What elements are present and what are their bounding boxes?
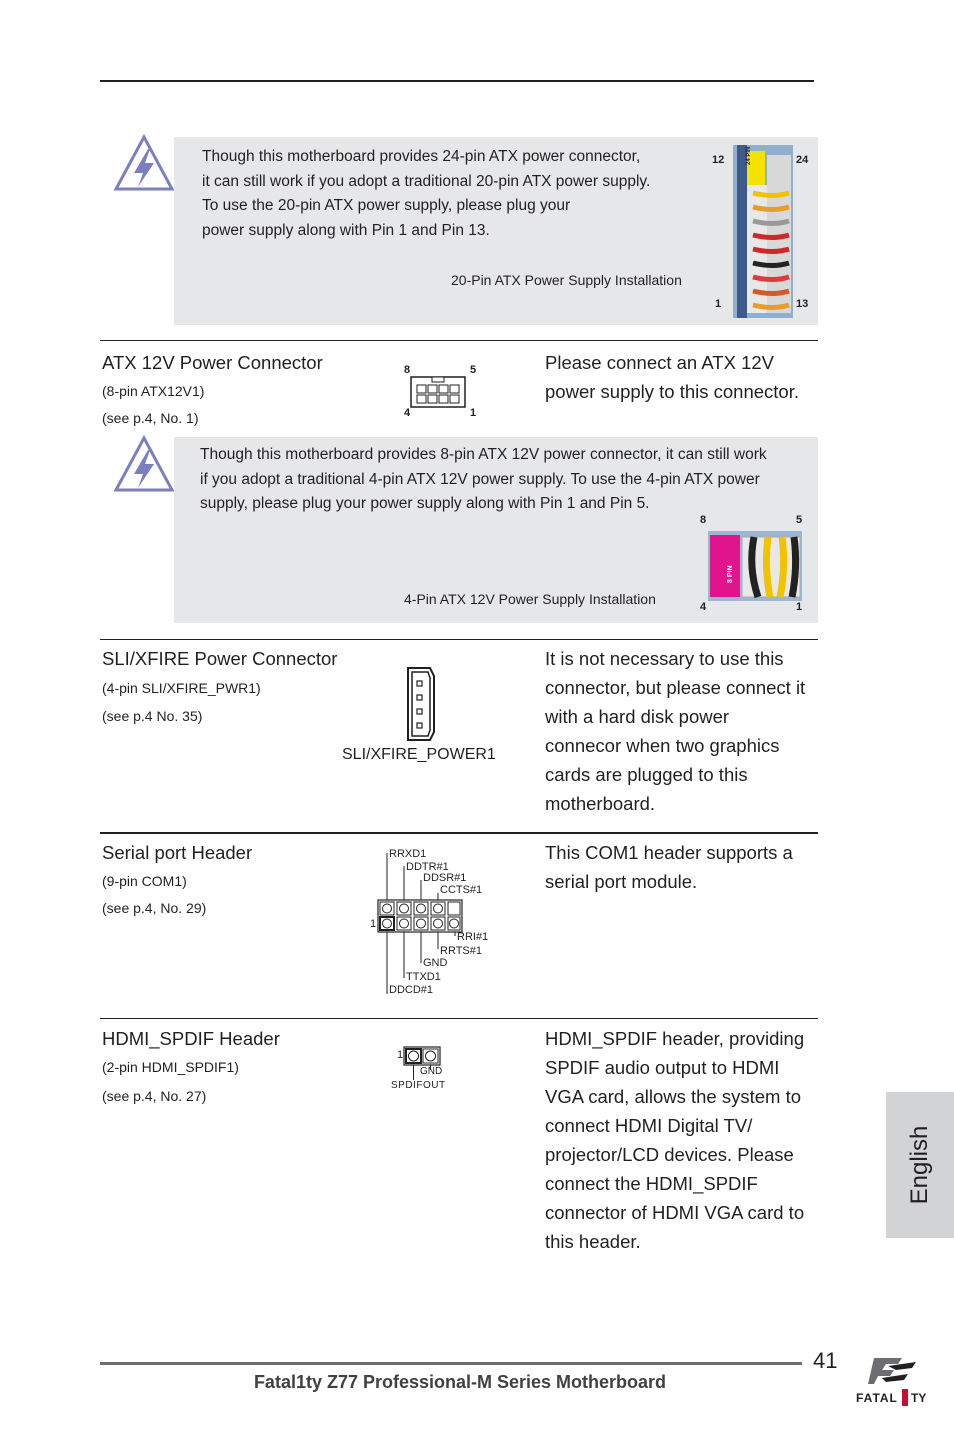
serial-label-ttxd: TTXD1 <box>406 971 441 983</box>
warning-icon <box>112 133 176 193</box>
sli-description: It is not necessary to use this connector, but please connect it with a hard disk power connecor when two graphics cards are plugged to this motherboard. <box>545 648 806 814</box>
8pin-connector-label: 8 PIN <box>727 565 734 583</box>
sli-power-label: SLI/XFIRE_POWER1 <box>342 746 496 763</box>
hdmi-sub2: (see p.4, No. 27) <box>102 1088 207 1104</box>
language-tab-label: English <box>906 1125 933 1205</box>
caption-20pin: 20-Pin ATX Power Supply Installation <box>451 272 682 288</box>
hdmi-sub1: (2-pin HDMI_SPDIF1) <box>102 1059 239 1075</box>
serial-label-rrxd: RRXD1 <box>389 848 427 860</box>
fatal1ty-logo-icon <box>868 1354 918 1388</box>
serial-label-rrts: RRTS#1 <box>440 945 482 957</box>
pin-label-24: 24 <box>796 154 809 166</box>
rule-atx12v <box>100 340 818 341</box>
serial-label-rri: RRI#1 <box>457 931 489 943</box>
sli-sub2: (see p.4 No. 35) <box>102 708 203 724</box>
note-text-8pin: Though this motherboard provides 8-pin ATX 12V power connector, it can still work if you adopt a traditional 4-pin ATX 12V power supply. To use the 4-pin ATX power supply, please plug your power supply along with Pin 1 and Pin 5. <box>200 446 767 512</box>
language-tab <box>886 1092 954 1238</box>
svg-text:TY: TY <box>911 1391 927 1405</box>
hdmi-label-gnd: GND <box>420 1066 443 1077</box>
fatal1ty-logo-text <box>856 1388 932 1408</box>
svg-text:FATAL: FATAL <box>856 1391 898 1405</box>
page-number: 41 <box>813 1348 838 1373</box>
atx12v-title: ATX 12V Power Connector <box>102 352 323 373</box>
note2-pin-4: 4 <box>700 601 707 613</box>
atx12v-pin-5: 5 <box>470 364 477 376</box>
serial-title: Serial port Header <box>102 842 253 863</box>
sli-title: SLI/XFIRE Power Connector <box>102 648 338 669</box>
hdmi-description: HDMI_SPDIF header, providing SPDIF audio output to HDMI VGA card, allows the system to connect HDMI Digital TV/ projector/LCD devices. Please connect the HDMI_SPDIF connector of HDMI VGA card to this header. <box>545 1028 805 1252</box>
footer-title: Fatal1ty Z77 Professional-M Series Motherboard <box>253 1372 667 1392</box>
top-rule <box>100 80 814 82</box>
note2-pin-8: 8 <box>700 514 707 526</box>
hdmi-pin-1-label: 1 <box>397 1049 404 1061</box>
hdmi-label-spdifout: SPDIFOUT <box>391 1080 446 1091</box>
note2-pin-5: 5 <box>796 514 803 526</box>
serial-label-ddtr: DDTR#1 <box>406 861 449 873</box>
serial-sub1: (9-pin COM1) <box>102 873 187 889</box>
atx12v-description: Please connect an ATX 12V power supply to this connector. <box>545 352 800 402</box>
serial-pin-1-label: 1 <box>370 918 377 930</box>
serial-label-ccts: CCTS#1 <box>440 884 483 896</box>
serial-label-gnd: GND <box>423 957 448 969</box>
atx12v-pin-8: 8 <box>404 364 411 376</box>
8pin-connector-photo <box>708 531 802 601</box>
pin-label-12: 12 <box>712 154 725 166</box>
24pin-connector-label: 24 PIN <box>746 146 752 165</box>
rule-sli <box>100 639 818 640</box>
rule-hdmi <box>100 1018 818 1019</box>
sli-power-connector-diagram <box>404 666 436 742</box>
sli-sub1: (4-pin SLI/XFIRE_PWR1) <box>102 680 261 696</box>
hdmi-title: HDMI_SPDIF Header <box>102 1028 280 1049</box>
caption-4pin: 4-Pin ATX 12V Power Supply Installation <box>404 591 656 607</box>
footer-rule <box>100 1362 802 1365</box>
atx12v-sub1: (8-pin ATX12V1) <box>102 383 205 399</box>
serial-label-ddcd: DDCD#1 <box>389 984 434 996</box>
note2-pin-1: 1 <box>796 601 803 613</box>
atx12v-pin-4: 4 <box>404 407 411 419</box>
atx12v-connector-diagram <box>410 376 466 408</box>
pin-label-1: 1 <box>715 298 722 310</box>
hdmi-spdif-header-diagram <box>400 1044 444 1084</box>
rule-serial <box>100 832 818 834</box>
serial-sub2: (see p.4, No. 29) <box>102 900 207 916</box>
serial-description: This COM1 header supports a serial port module. <box>545 842 793 892</box>
atx12v-pin-1: 1 <box>470 407 477 419</box>
warning-icon <box>112 434 176 494</box>
serial-label-ddsr: DDSR#1 <box>423 872 467 884</box>
pin-label-13: 13 <box>796 298 809 310</box>
note-text-24pin: Though this motherboard provides 24-pin ATX power connector, it can still work if you adopt a traditional 20-pin ATX power supply. To use the 20-pin ATX power supply, please plug your power supply along with Pin 1 and Pin 13. <box>202 148 651 239</box>
atx12v-sub2: (see p.4, No. 1) <box>102 410 199 426</box>
24pin-connector-photo <box>733 145 793 318</box>
